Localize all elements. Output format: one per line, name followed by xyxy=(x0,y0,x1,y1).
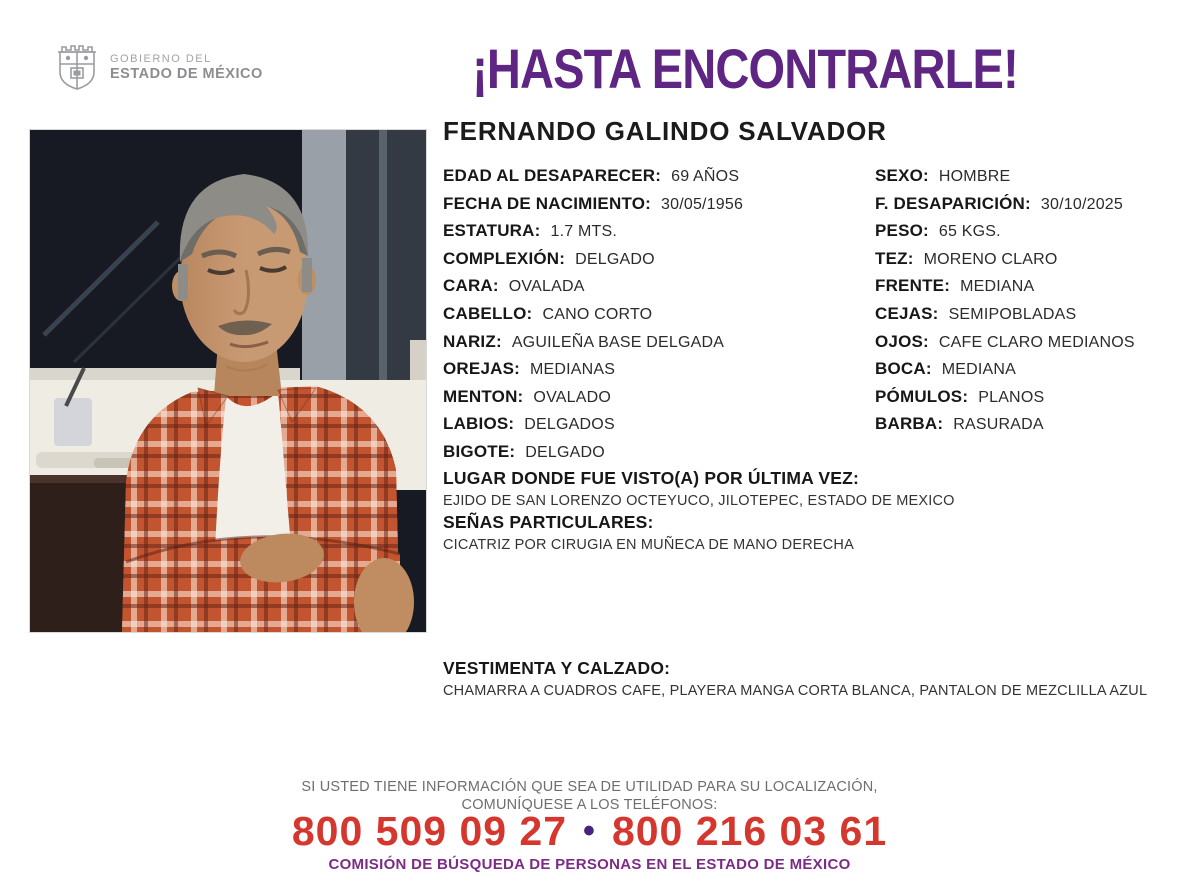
detail-row-cara xyxy=(443,276,873,304)
page-title: ¡HASTA ENCONTRARLE! xyxy=(472,37,1018,100)
detail-row-tez xyxy=(875,249,1175,277)
detail-value: OVALADA xyxy=(508,278,585,296)
detail-value: 30/05/1956 xyxy=(661,195,744,213)
detail-label: NARIZ: xyxy=(443,331,502,351)
detail-label: FECHA DE NACIMIENTO: xyxy=(443,193,651,213)
detail-value: 30/10/2025 xyxy=(1040,195,1123,213)
detail-value: OVALADO xyxy=(533,388,611,406)
detail-value: DELGADO xyxy=(575,250,655,268)
detail-value: CAFE CLARO MEDIANOS xyxy=(938,333,1135,351)
detail-label: CARA: xyxy=(443,276,499,296)
detail-row-ojos xyxy=(875,332,1175,360)
estado-de-mexico-crest-icon xyxy=(54,42,100,92)
detail-row-orejas xyxy=(443,359,873,387)
detail-label: F. DESAPARICIÓN: xyxy=(875,193,1031,213)
detail-row-boca xyxy=(875,359,1175,387)
detail-value: SEMIPOBLADAS xyxy=(948,305,1077,323)
detail-label: FRENTE: xyxy=(875,276,951,296)
detail-value: MORENO CLARO xyxy=(923,250,1058,268)
last-seen-value: EJIDO DE SAN LORENZO OCTEYUCO, JILOTEPEC, ESTADO DE MEXICO xyxy=(443,493,955,509)
logo-text xyxy=(110,53,263,82)
detail-value: DELGADOS xyxy=(524,416,615,434)
clothing-value: CHAMARRA A CUADROS CAFE, PLAYERA MANGA CORTA BLANCA, PANTALON DE MEZCLILLA AZUL xyxy=(443,683,1148,699)
detail-value: RASURADA xyxy=(953,416,1044,434)
person-name: FERNANDO GALINDO SALVADOR xyxy=(443,116,887,146)
phone-number-2: 800 216 03 61 xyxy=(611,808,888,854)
detail-value: 69 AÑOS xyxy=(671,168,740,185)
detail-label: ESTATURA: xyxy=(443,221,541,241)
detail-value: AGUILEÑA BASE DELGADA xyxy=(511,333,725,351)
detail-row-bigote xyxy=(443,442,873,470)
detail-label: PÓMULOS: xyxy=(875,386,969,406)
gobierno-estado-mexico-logo xyxy=(54,42,263,92)
details-column-left xyxy=(443,166,873,470)
last-seen-section xyxy=(443,468,955,509)
bullet-separator-icon: • xyxy=(583,812,596,850)
particular-signs-value: CICATRIZ POR CIRUGIA EN MUÑECA DE MANO DERECHA xyxy=(443,537,854,553)
detail-row-estatura xyxy=(443,221,873,249)
detail-label: MENTON: xyxy=(443,386,524,406)
detail-row-desaparicion xyxy=(875,194,1175,222)
detail-value: 1.7 MTS. xyxy=(550,223,618,241)
detail-row-labios xyxy=(443,414,873,442)
logo-line2: ESTADO DE MÉXICO xyxy=(110,65,263,82)
footer-info-line2: COMUNÍQUESE A LOS TELÉFONOS: xyxy=(461,797,718,813)
detail-label: CEJAS: xyxy=(875,303,939,323)
footer-info-line1: SI USTED TIENE INFORMACIÓN QUE SEA DE UTILIDAD PARA SU LOCALIZACIÓN, xyxy=(301,779,878,795)
detail-label: BOCA: xyxy=(875,359,932,379)
phone-number-1: 800 509 09 27 xyxy=(291,808,568,854)
phone-numbers xyxy=(0,808,1179,855)
detail-value: MEDIANAS xyxy=(529,361,616,379)
particular-signs-label: SEÑAS PARTICULARES: xyxy=(443,512,654,532)
missing-person-photo xyxy=(30,130,426,632)
detail-value: 65 KGS. xyxy=(938,223,1001,241)
last-seen-label: LUGAR DONDE FUE VISTO(A) POR ÚLTIMA VEZ: xyxy=(443,468,860,488)
detail-value: HOMBRE xyxy=(938,168,1011,185)
detail-label: OREJAS: xyxy=(443,359,520,379)
detail-row-barba xyxy=(875,414,1175,442)
detail-row-nacimiento xyxy=(443,194,873,222)
details-column-right xyxy=(875,166,1175,442)
clothing-label: VESTIMENTA Y CALZADO: xyxy=(443,658,671,678)
detail-row-complexion xyxy=(443,249,873,277)
clothing-section xyxy=(443,658,1147,699)
detail-label: PESO: xyxy=(875,221,929,241)
photo-illustration xyxy=(30,130,426,632)
detail-value: CANO CORTO xyxy=(542,305,653,323)
detail-row-peso xyxy=(875,221,1175,249)
detail-row-cejas xyxy=(875,304,1175,332)
detail-value: DELGADO xyxy=(525,443,605,461)
detail-label: OJOS: xyxy=(875,331,929,351)
detail-row-frente xyxy=(875,276,1175,304)
detail-row-nariz xyxy=(443,332,873,360)
detail-label: SEXO: xyxy=(875,166,929,185)
logo-line1: GOBIERNO DEL xyxy=(110,52,212,65)
detail-row-cabello xyxy=(443,304,873,332)
detail-row-sexo xyxy=(875,166,1175,194)
detail-label: CABELLO: xyxy=(443,303,533,323)
detail-label: TEZ: xyxy=(875,248,914,268)
detail-label: BIGOTE: xyxy=(443,441,516,461)
detail-label: COMPLEXIÓN: xyxy=(443,248,566,268)
detail-value: MEDIANA xyxy=(960,278,1035,296)
detail-label: BARBA: xyxy=(875,414,944,434)
detail-label: EDAD AL DESAPARECER: xyxy=(443,166,662,185)
detail-row-menton xyxy=(443,387,873,415)
detail-row-edad xyxy=(443,166,873,194)
detail-value: PLANOS xyxy=(978,388,1045,406)
detail-label: LABIOS: xyxy=(443,414,515,434)
particular-signs-section xyxy=(443,512,854,553)
detail-value: MEDIANA xyxy=(941,361,1017,379)
detail-row-pomulos xyxy=(875,387,1175,415)
search-commission-name: COMISIÓN DE BÚSQUEDA DE PERSONAS EN EL ESTADO DE MÉXICO xyxy=(328,856,851,873)
